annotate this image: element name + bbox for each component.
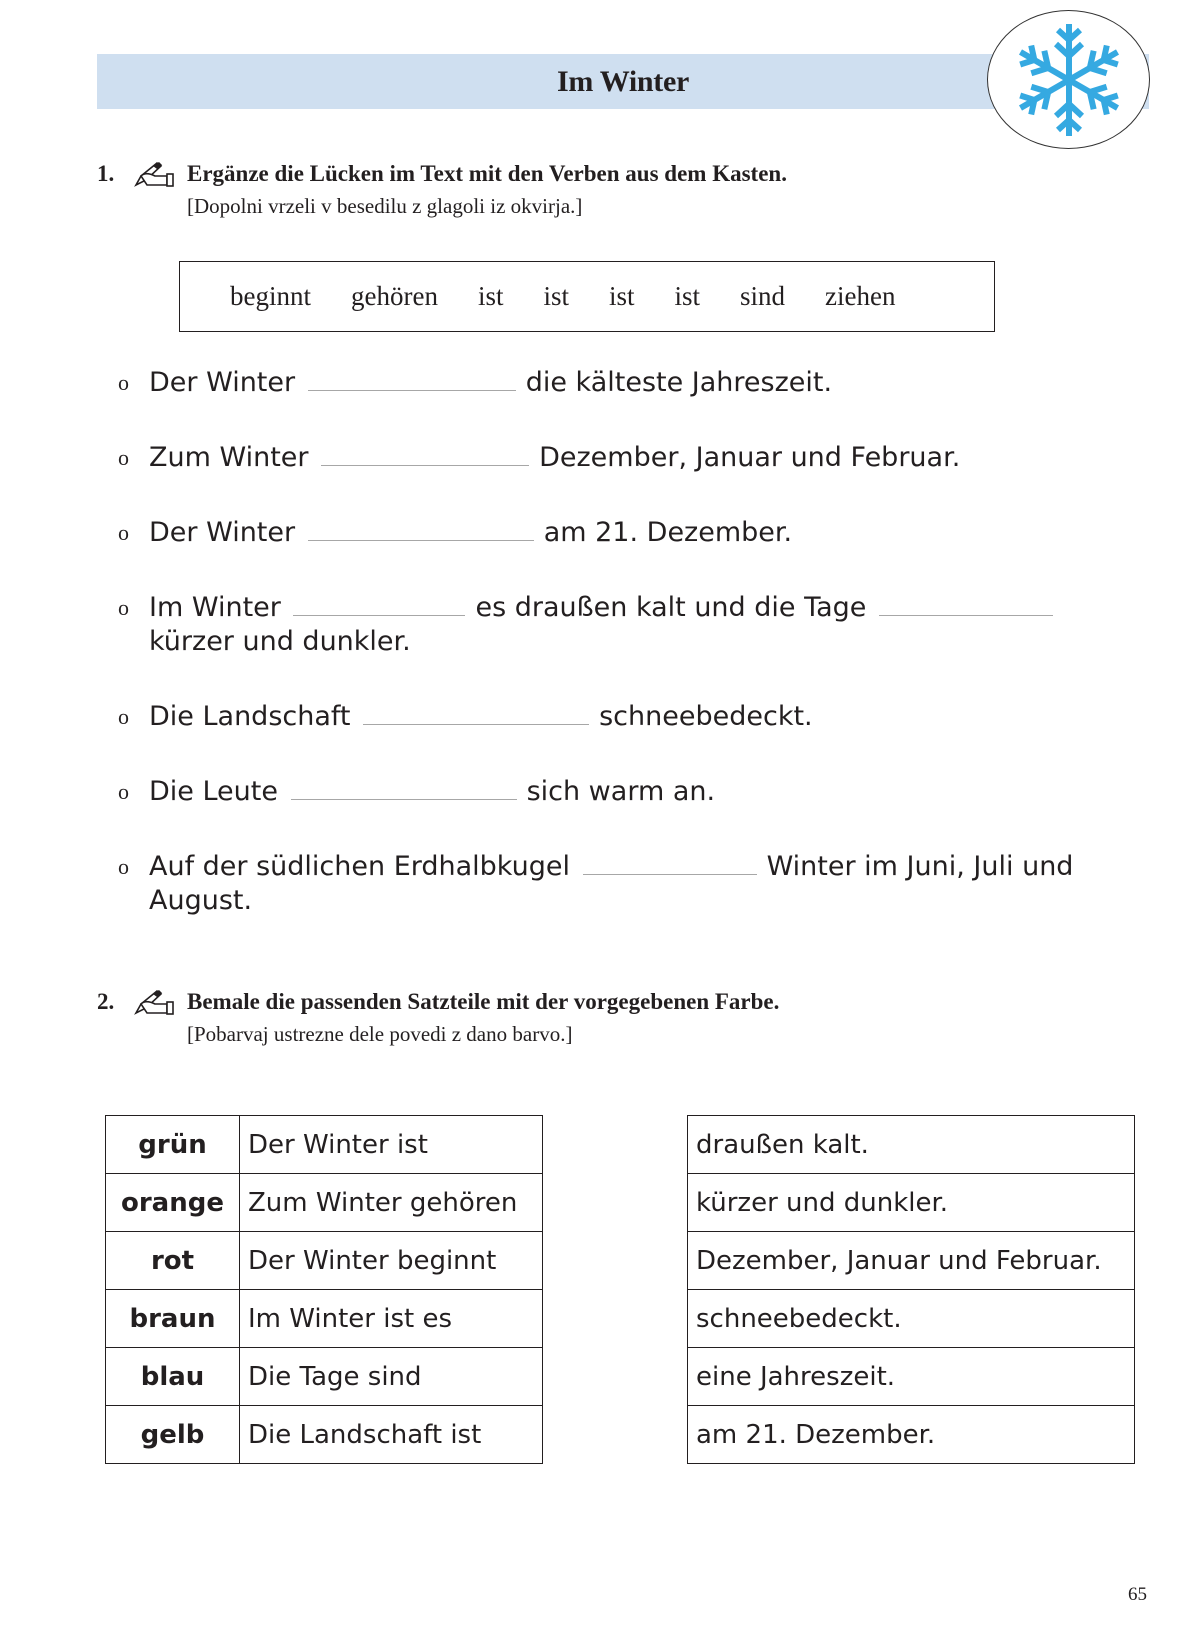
sentence-item xyxy=(118,516,1118,550)
blank-field[interactable] xyxy=(583,850,757,875)
task1-heading xyxy=(97,160,787,188)
task1-instruction: Ergänze die Lücken im Text mit den Verben aus dem Kasten. xyxy=(187,161,787,186)
word-box-item: ist xyxy=(609,281,635,311)
page-number: 65 xyxy=(1128,1584,1147,1605)
ending-cell[interactable]: Dezember, Januar und Februar. xyxy=(688,1232,1135,1290)
sentence-text: schneebedeckt. xyxy=(599,701,813,732)
word-box-item: gehören xyxy=(351,281,438,311)
bullet: o xyxy=(118,779,129,804)
bullet: o xyxy=(118,370,129,395)
ending-cell[interactable]: eine Jahreszeit. xyxy=(688,1348,1135,1406)
sentence-text: Dezember, Januar und Februar. xyxy=(539,442,961,473)
table-row xyxy=(688,1290,1135,1348)
color-cell[interactable]: blau xyxy=(106,1348,240,1406)
ending-cell[interactable]: draußen kalt. xyxy=(688,1116,1135,1174)
sentence-text: Der Winter xyxy=(149,517,296,548)
sentence-text: kürzer und dunkler. xyxy=(149,626,411,657)
sentence-item xyxy=(118,591,1118,659)
sentence-text: die kälteste Jahreszeit. xyxy=(525,367,833,398)
color-cell[interactable]: orange xyxy=(106,1174,240,1232)
bullet: o xyxy=(118,595,129,620)
blank-field[interactable] xyxy=(879,591,1053,616)
sentence-text: Der Winter xyxy=(149,367,296,398)
word-box-item: sind xyxy=(740,281,786,311)
bullet: o xyxy=(118,854,129,879)
table-row xyxy=(688,1348,1135,1406)
blank-field[interactable] xyxy=(321,441,529,466)
sentence-text: Die Landschaft xyxy=(149,701,351,732)
task2-translation: [Pobarvaj ustrezne dele povedi z dano barvo.] xyxy=(187,1022,573,1046)
sentence-text: Zum Winter xyxy=(149,442,309,473)
sentence-item xyxy=(118,441,1118,475)
ending-cell[interactable]: am 21. Dezember. xyxy=(688,1406,1135,1464)
table-row xyxy=(106,1174,543,1232)
blank-field[interactable] xyxy=(308,366,516,391)
word-box-item: beginnt xyxy=(230,281,311,311)
sentence-text: es draußen kalt und die Tage xyxy=(475,592,867,623)
table-row xyxy=(688,1406,1135,1464)
blank-field[interactable] xyxy=(308,516,534,541)
sentence-item xyxy=(118,775,1118,809)
ending-cell[interactable]: kürzer und dunkler. xyxy=(688,1174,1135,1232)
writing-hand-icon xyxy=(133,988,177,1016)
color-cell[interactable]: gelb xyxy=(106,1406,240,1464)
task2-heading xyxy=(97,988,779,1016)
snowflake-badge xyxy=(987,10,1150,149)
writing-hand-icon xyxy=(133,160,177,188)
sentence-text: Winter im Juni, Juli und August. xyxy=(149,851,1074,916)
sentence-text: Im Winter xyxy=(149,592,281,623)
blank-field[interactable] xyxy=(291,775,517,800)
word-box-item: ziehen xyxy=(825,281,896,311)
task1-number: 1. xyxy=(97,161,115,186)
table-row xyxy=(688,1232,1135,1290)
task1-translation: [Dopolni vrzeli v besedilu z glagoli iz okvirja.] xyxy=(187,194,583,218)
table-row xyxy=(106,1232,543,1290)
ending-cell[interactable]: schneebedeckt. xyxy=(688,1290,1135,1348)
sentence-text: Die Leute xyxy=(149,776,278,807)
sentence-item xyxy=(118,366,1118,400)
ending-table xyxy=(687,1115,1135,1464)
task2-number: 2. xyxy=(97,989,115,1014)
phrase-cell[interactable]: Zum Winter gehören xyxy=(240,1174,543,1232)
bullet: o xyxy=(118,520,129,545)
phrase-cell[interactable]: Der Winter ist xyxy=(240,1116,543,1174)
sentence-text: am 21. Dezember. xyxy=(543,517,793,548)
table-row xyxy=(106,1116,543,1174)
sentence-item xyxy=(118,700,1118,734)
phrase-cell[interactable]: Der Winter beginnt xyxy=(240,1232,543,1290)
sentence-item xyxy=(118,850,1128,918)
phrase-cell[interactable]: Die Landschaft ist xyxy=(240,1406,543,1464)
color-cell[interactable]: braun xyxy=(106,1290,240,1348)
bullet: o xyxy=(118,445,129,470)
table-row xyxy=(688,1174,1135,1232)
blank-field[interactable] xyxy=(293,591,465,616)
table-row xyxy=(688,1116,1135,1174)
table-row xyxy=(106,1348,543,1406)
color-phrase-table xyxy=(105,1115,543,1464)
word-box-item: ist xyxy=(674,281,701,311)
sentence-text: sich warm an. xyxy=(526,776,716,807)
page-title: Im Winter xyxy=(556,65,690,98)
color-cell[interactable]: grün xyxy=(106,1116,240,1174)
phrase-cell[interactable]: Im Winter ist es xyxy=(240,1290,543,1348)
color-cell[interactable]: rot xyxy=(106,1232,240,1290)
sentence-text: Auf der südlichen Erdhalbkugel xyxy=(149,851,570,882)
word-box-item: ist xyxy=(477,281,504,311)
table-row xyxy=(106,1290,543,1348)
word-box-item: ist xyxy=(543,281,569,311)
task2-instruction: Bemale die passenden Satzteile mit der vorgegebenen Farbe. xyxy=(187,989,780,1014)
bullet: o xyxy=(118,704,129,729)
blank-field[interactable] xyxy=(363,700,589,725)
table-row xyxy=(106,1406,543,1464)
word-box xyxy=(179,261,995,332)
snowflake-icon xyxy=(1009,20,1129,140)
phrase-cell[interactable]: Die Tage sind xyxy=(240,1348,543,1406)
